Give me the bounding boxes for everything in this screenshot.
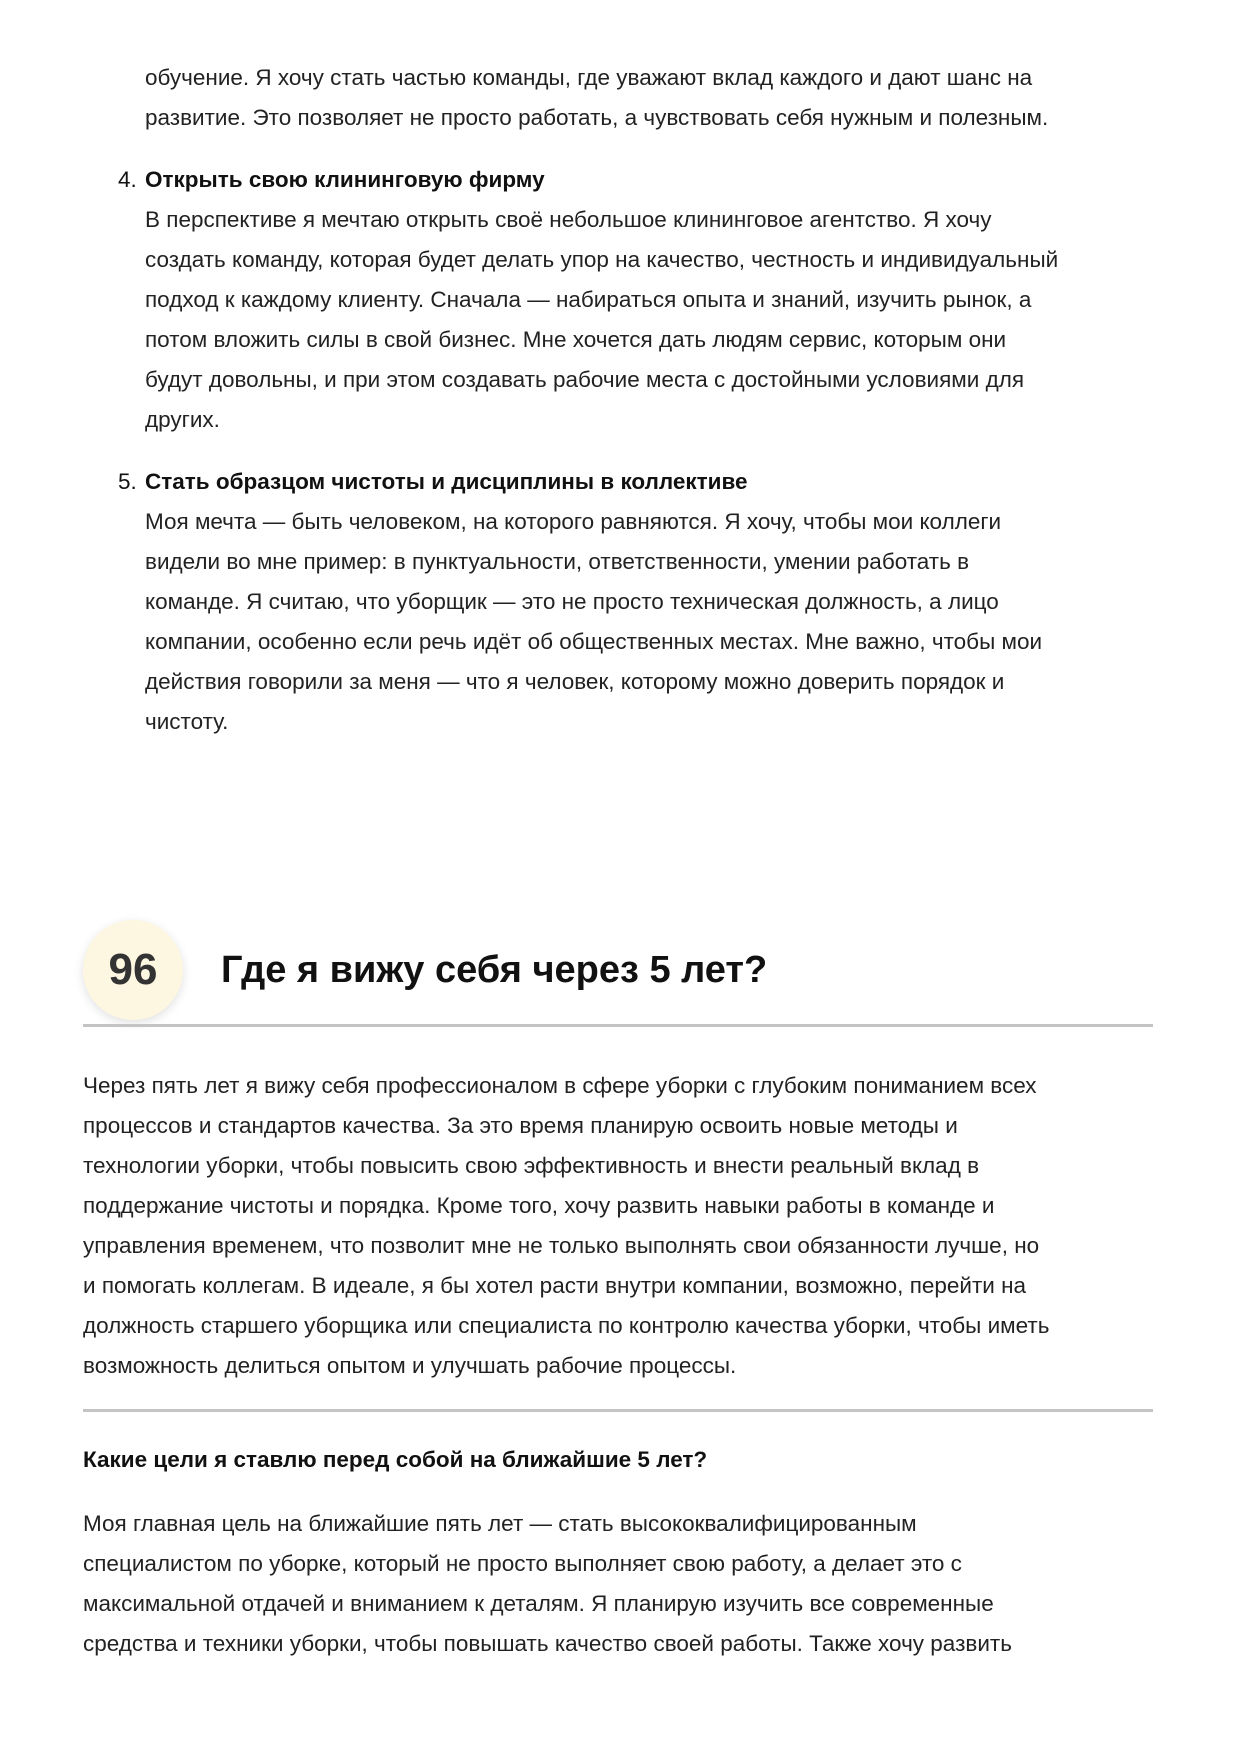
text-line: создать команду, которая будет делать упор на качество, честность и индивидуальный: [145, 247, 1059, 272]
text-line: команде. Я считаю, что уборщик — это не просто техническая должность, а лицо: [145, 589, 999, 614]
section-title: Где я вижу себя через 5 лет?: [221, 949, 768, 991]
text-line: Через пять лет я вижу себя профессионалом в сфере уборки с глубоким пониманием всех: [83, 1073, 1037, 1098]
text-line: обучение. Я хочу стать частью команды, где уважают вклад каждого и дают шанс на: [145, 65, 1033, 90]
text-line: действия говорили за меня — что я человек, которому можно доверить порядок и: [145, 669, 1005, 694]
question-number-badge: 96: [83, 920, 183, 1020]
text-line: и помогать коллегам. В идеале, я бы хотел расти внутри компании, возможно, перейти на: [83, 1273, 1027, 1298]
text-line: компании, особенно если речь идёт об общественных местах. Мне важно, чтобы мои: [145, 629, 1043, 654]
text-line: возможность делиться опытом и улучшать рабочие процессы.: [83, 1353, 737, 1378]
text-line: технологии уборки, чтобы повысить свою эффективность и внести реальный вклад в: [83, 1153, 980, 1178]
list-item-title: [118, 160, 1158, 200]
list-title-text: Открыть свою клининговую фирму: [145, 167, 545, 192]
text-line: максимальной отдачей и вниманием к деталям. Я планирую изучить все современные: [83, 1591, 994, 1616]
list-item-title: [118, 462, 1158, 502]
list-item: [118, 160, 1158, 440]
text-line: чистоту.: [145, 709, 229, 734]
text-line: управления временем, что позволит мне не только выполнять свои обязанности лучше, но: [83, 1233, 1040, 1258]
subheading: Какие цели я ставлю перед собой на ближайшие 5 лет?: [83, 1447, 708, 1472]
section-body: [83, 1066, 1153, 1386]
list-item: [118, 462, 1158, 742]
text-line: других.: [145, 407, 220, 432]
text-line: Моя главная цель на ближайшие пять лет — стать высококвалифицированным: [83, 1511, 917, 1536]
goals-list: [118, 58, 1158, 742]
section-body-2: [83, 1504, 1153, 1664]
text-line: средства и техники уборки, чтобы повышать качество своей работы. Также хочу развить: [83, 1631, 1012, 1656]
text-line: Моя мечта — быть человеком, на которого равняются. Я хочу, чтобы мои коллеги: [145, 509, 1002, 534]
divider: [83, 1409, 1153, 1412]
text-line: потом вложить силы в свой бизнес. Мне хочется дать людям сервис, которым они: [145, 327, 1007, 352]
text-line: видели во мне пример: в пунктуальности, ответственности, умении работать в: [145, 549, 970, 574]
list-number: 5.: [118, 469, 137, 494]
text-line: процессов и стандартов качества. За это время планирую освоить новые методы и: [83, 1113, 958, 1138]
list-number: 4.: [118, 167, 137, 192]
text-line: В перспективе я мечтаю открыть своё небольшое клининговое агентство. Я хочу: [145, 207, 992, 232]
text-line: должность старшего уборщика или специалиста по контролю качества уборки, чтобы иметь: [83, 1313, 1050, 1338]
list-continuation: [118, 58, 1158, 138]
text-line: специалистом по уборке, который не просто выполняет свою работу, а делает это с: [83, 1551, 962, 1576]
list-title-text: Стать образцом чистоты и дисциплины в коллективе: [145, 469, 748, 494]
text-line: будут довольны, и при этом создавать рабочие места с достойными условиями для: [145, 367, 1025, 392]
text-line: развитие. Это позволяет не просто работать, а чувствовать себя нужным и полезным.: [145, 105, 1049, 130]
text-line: подход к каждому клиенту. Сначала — набираться опыта и знаний, изучить рынок, а: [145, 287, 1032, 312]
text-line: поддержание чистоты и порядка. Кроме того, хочу развить навыки работы в команде и: [83, 1193, 995, 1218]
divider: [83, 1024, 1153, 1027]
